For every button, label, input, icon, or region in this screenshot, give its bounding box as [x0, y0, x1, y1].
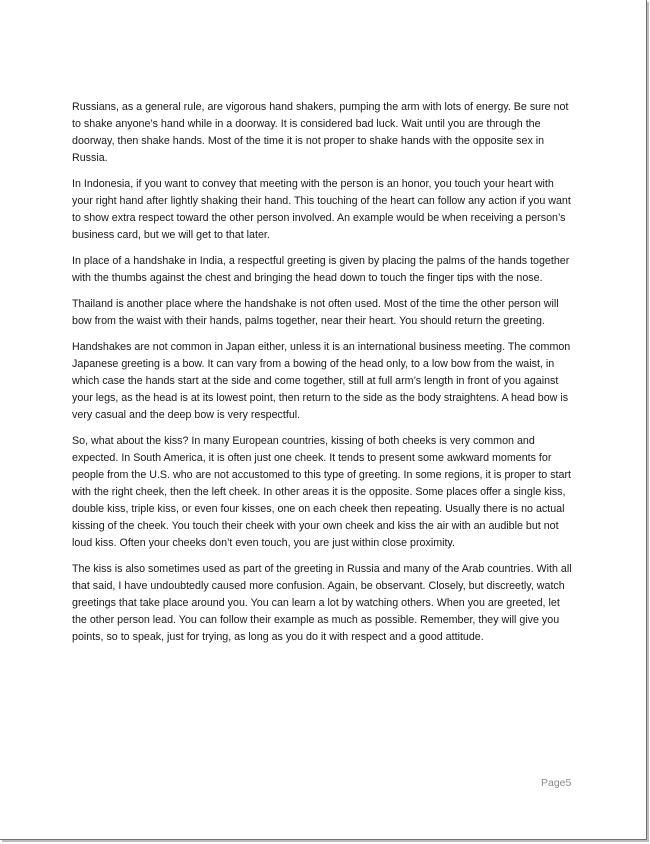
paragraph-japan: Handshakes are not common in Japan either, unless it is an international business meeting. The common Japanese greeting is a bow. It can vary from a bowing of the head only, to a low bow from the waist, in which case the hands start at the side and come together, still at full arm’s length in front of you against your legs, as the head is at its lowest point, then return to the side as the body straightens. A head bow is very casual and the deep bow is very respectful. [72, 341, 571, 421]
page-body [72, 99, 574, 655]
paragraph-russia-handshake: Russians, as a general rule, are vigorous hand shakers, pumping the arm with lots of energy. Be sure not to shake anyone’s hand while in a doorway. It is considered bad luck. Wait until you are through the doorway, then shake hands. Most of the time it is not proper to shake hands with the opposite sex in Russia. [72, 101, 569, 164]
paragraph-kiss-russia-arab: The kiss is also sometimes used as part of the greeting in Russia and many of the Arab countries. With all that said, I have undoubtedly caused more confusion. Again, be observant. Closely, but discreetly, watch greetings that take place around you. You can learn a lot by watching others. When you are greeted, let the other person lead. You can follow their example as much as possible. Remember, they will give you points, so to speak, just for trying, as long as you do it with respect and a good attitude. [72, 563, 572, 643]
paragraph-indonesia: In Indonesia, if you want to convey that meeting with the person is an honor, you touch your heart with your right hand after lightly shaking their hand. This touching of the heart can follow any action if you want to show extra respect toward the other person involved. An example would be when receiving a person’s business card, but we will get to that later. [72, 178, 571, 241]
paragraph-india: In place of a handshake in India, a respectful greeting is given by placing the palms of the hands together with the thumbs against the chest and bringing the head down to touch the finger tips with the nose. [72, 255, 570, 284]
page-number: Page5 [541, 777, 572, 789]
paragraph-kiss: So, what about the kiss? In many European countries, kissing of both cheeks is very common and expected. In South America, it is often just one cheek. It tends to present some awkward moments for people from the U.S. who are not accustomed to this type of greeting. In some regions, it is proper to start with the right cheek, then the left cheek. In other areas it is the opposite. Some places offer a single kiss, double kiss, triple kiss, or even four kisses, one on each cheek then repeating. Usually there is no actual kissing of the cheek. You touch their cheek with your own cheek and kiss the air with an audible but not loud kiss. Often your cheeks don’t even touch, you are just within close proximity. [72, 435, 572, 549]
paragraph-thailand: Thailand is another place where the handshake is not often used. Most of the time the other person will bow from the waist with their hands, palms together, near their heart. You should return the greeting. [72, 298, 559, 327]
